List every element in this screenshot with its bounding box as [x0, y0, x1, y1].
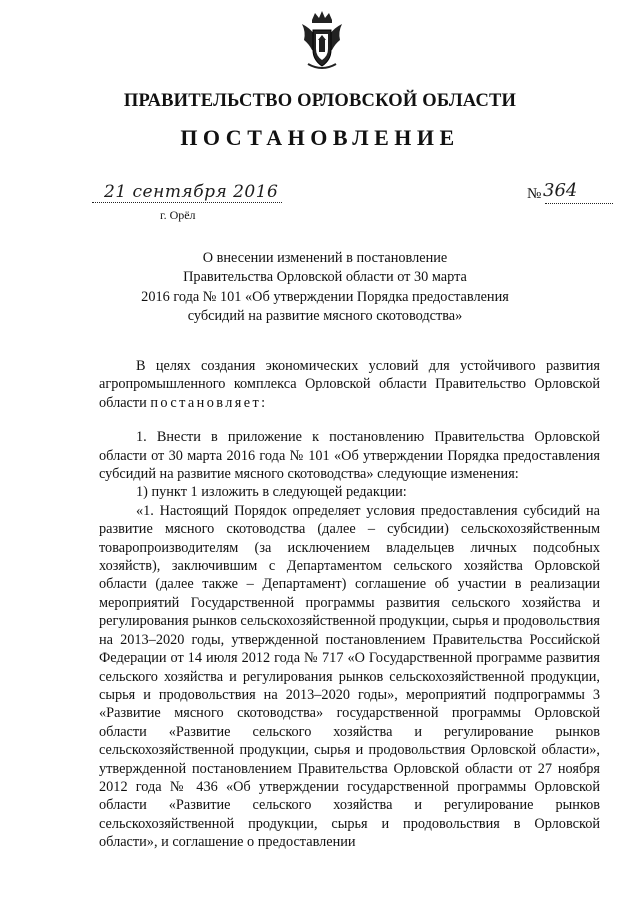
- intro-verb: постановляет:: [150, 394, 268, 411]
- document-subject: [130, 249, 520, 326]
- subject-line: Правительства Орловской области от 30 марта: [183, 269, 467, 286]
- intro-text: В целях создания экономических условий для устойчивого развития агропромышленного комплекса Орловской области Правительство Орловской области: [99, 358, 600, 411]
- document-number: [527, 180, 578, 203]
- handwritten-number: 364: [543, 180, 578, 201]
- number-underline: [545, 203, 613, 204]
- subject-line: 2016 года № 101 «Об утверждении Порядка предоставления: [141, 288, 509, 305]
- document-body: [99, 357, 600, 852]
- date-underline: [92, 202, 282, 203]
- number-sign: №: [527, 186, 542, 202]
- city-label: г. Орёл: [160, 208, 196, 222]
- subject-line: О внесении изменений в постановление: [202, 250, 448, 266]
- organization-title: ПРАВИТЕЛЬСТВО ОРЛОВСКОЙ ОБЛАСТИ: [123, 91, 517, 111]
- handwritten-date: 21 сентября 2016: [104, 182, 279, 202]
- item-1-paragraph: 1. Внести в приложение к постановлению Правительства Орловской области от 30 марта 2016 года № 101 «Об утверждении Порядка предоставления субсидий на развитие мясного скотоводства» следующие изменения:: [99, 429, 600, 483]
- quoted-paragraph: «1. Настоящий Порядок определяет условия предоставления субсидий на развитие мясного скотоводства (далее – субсидии) сельскохозяйственным товаропроизводителям (за исключением владельцев личных подсобных хозяйств), заключившим с Департаментом сельского хозяйства Орловской области (далее также – Департамент) соглашение об участии в реализации мероприятий Государственной программы развития сельского хозяйства и регулирования рынков сельскохозяйственной продукции, сырья и продовольствия на 2013–2020 годы, утвержденной постановлением Правительства Российской Федерации от 14 июля 2012 года № 717 «О Государственной программе развития сельского хозяйства и регулирования рынков сельскохозяйственной продукции, сырья и продовольствия на 2013–2020 годы», мероприятий подпрограммы 3 «Развитие мясного скотоводства» государственной программы Орловской области «Развитие сельского хозяйства и регулирование рынков сельскохозяйственной продукции, сырья и продовольствия Орловской области», утвержденной постановлением Правительства Орловской области от 27 ноября 2012 года № 436 «Об утверждении государственной программы Орловской области «Развитие сельского хозяйства и регулирование рынков сельскохозяйственной продукции, сырья и продовольствия в Орловской области», и соглашение о предоставлении: [99, 502, 601, 851]
- intro-paragraph: [99, 357, 600, 412]
- subitem-1-paragraph: 1) пункт 1 изложить в следующей редакции:: [136, 484, 407, 501]
- document-type-heading: ПОСТАНОВЛЕНИЕ: [180, 125, 460, 150]
- subject-line: субсидий на развитие мясного скотоводства»: [187, 307, 463, 324]
- coat-of-arms-icon: [300, 10, 344, 72]
